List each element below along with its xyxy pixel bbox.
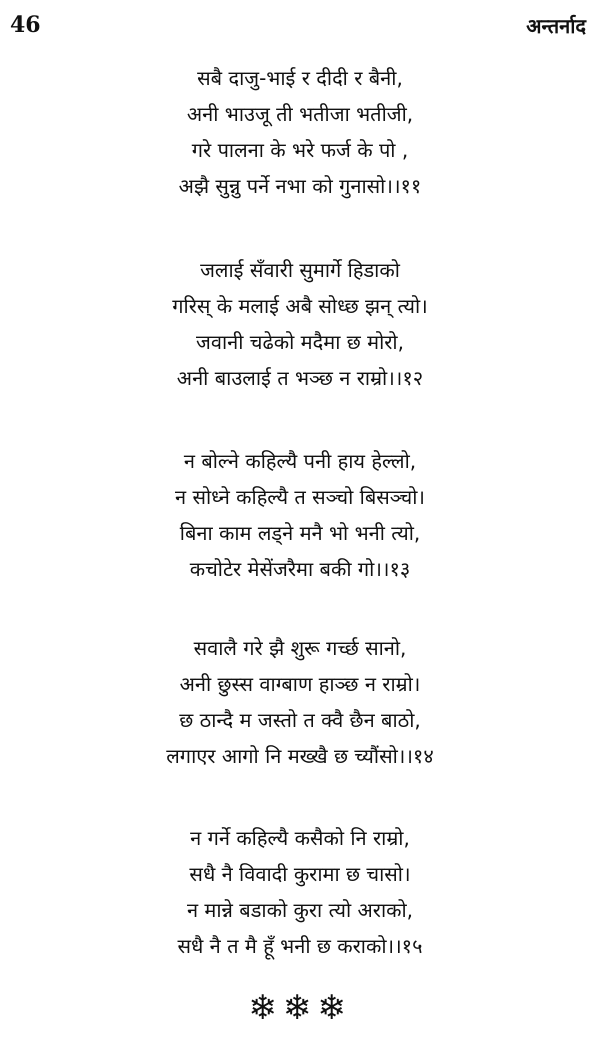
- stanza-14: [0, 630, 600, 774]
- stanza-15: [0, 820, 600, 964]
- verse-line: अनी बाउलाई त भञ्छ न राम्रो।।१२: [176, 366, 424, 390]
- page-header: [10, 12, 586, 48]
- verse-line: गरिस् के मलाई अबै सोध्छ झन् त्यो।: [172, 294, 428, 318]
- verse-line: न सोध्ने कहिल्यै त सञ्चो बिसञ्चो।: [175, 485, 425, 509]
- verse-line: बिना काम लड्ने मनै भो भनी त्यो,: [179, 521, 421, 545]
- verse-line: अनी भाउजू ती भतीजा भतीजी,: [186, 102, 414, 126]
- stanza-13: [0, 443, 600, 587]
- verse-line: अनी छुस्स वाग्बाण हाञ्छ न राम्रो।: [179, 672, 421, 696]
- snowflake-ornament-icon: ❄❄❄: [248, 988, 352, 1028]
- stanza-11: [0, 60, 600, 204]
- verse-line: जवानी चढेको मदैमा छ मोरो,: [196, 330, 404, 354]
- verse-line: छ ठान्दै म जस्तो त क्वै छैन बाठो,: [179, 708, 421, 732]
- verse-line: सबै दाजु-भाई र दीदी र बैनी,: [197, 66, 403, 90]
- verse-line: न मान्ने बडाको कुरा त्यो अराको,: [186, 898, 414, 922]
- verse-line: सधै नै विवादी कुरामा छ चासो।: [189, 862, 411, 886]
- stanza-12: [0, 252, 600, 396]
- verse-line: अझै सुन्नु पर्ने नभा को गुनासो।।११: [178, 174, 422, 198]
- verse-line: गरे पालना के भरे फर्ज के पो ,: [191, 138, 409, 162]
- verse-line: जलाई सँवारी सुमार्गे हिडाको: [200, 258, 400, 282]
- page-number: 46: [10, 12, 41, 38]
- verse-line: न गर्ने कहिल्यै कसैको नि राम्रो,: [190, 826, 410, 850]
- verse-line: न बोल्ने कहिल्यै पनी हाय हेल्लो,: [183, 449, 417, 473]
- verse-line: सधै नै त मै हूँ भनी छ कराको।।१५: [177, 934, 423, 958]
- running-title: अन्तर्नाद: [526, 14, 586, 38]
- verse-line: लगाएर आगो नि मख्खै छ च्यौंसो।।१४: [166, 744, 434, 768]
- verse-line: सवालै गरे झै शुरू गर्च्छ सानो,: [193, 636, 407, 660]
- verse-line: कचोटेर मेसेंजरैमा बकी गो।।१३: [189, 557, 411, 581]
